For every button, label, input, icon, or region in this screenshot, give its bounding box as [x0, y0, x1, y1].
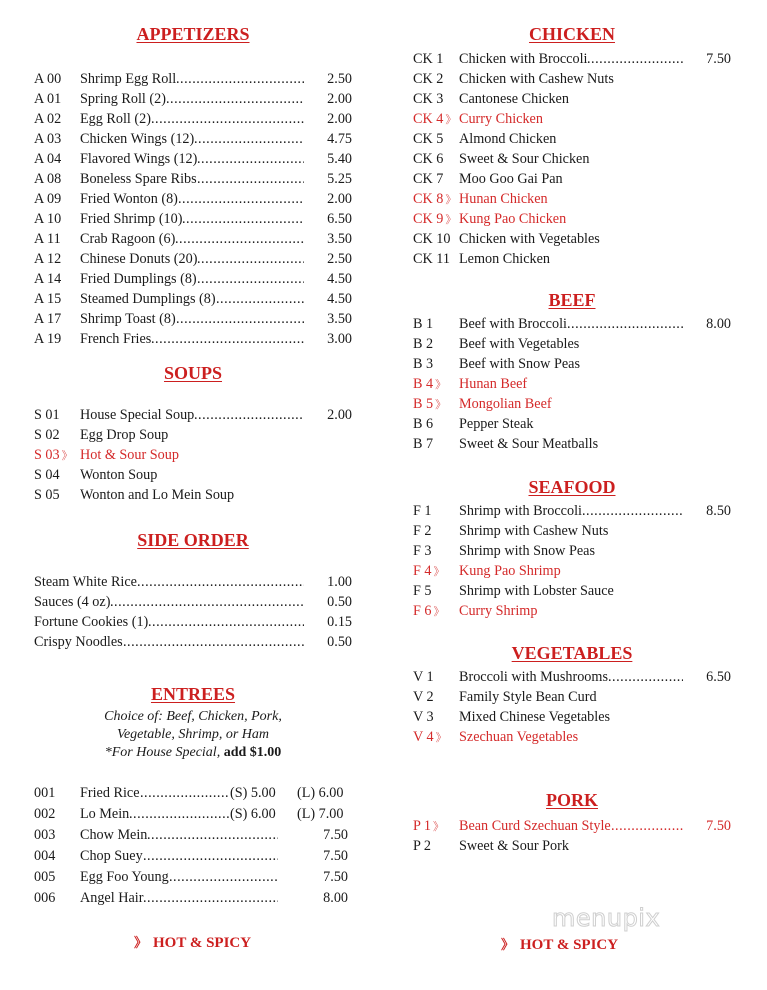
item-code: B 3 [413, 356, 434, 372]
menu-item [34, 169, 352, 189]
item-name: Shrimp with Broccoli [459, 503, 582, 519]
item-code: V 1 [413, 669, 434, 685]
entrees-section [34, 682, 352, 906]
section-title: APPETIZERS [136, 24, 250, 44]
item-code: P 2 [413, 838, 432, 854]
house-special-note [34, 744, 352, 762]
menu-item [34, 825, 352, 845]
item-code: B 6 [413, 416, 434, 432]
menu-item [413, 561, 731, 581]
pork-section [413, 788, 731, 854]
menu-item [413, 601, 731, 621]
menu-item [413, 89, 731, 109]
dot-leader [143, 846, 278, 866]
menu-item [413, 687, 731, 707]
dot-leader [175, 229, 304, 249]
section-title: VEGETABLES [511, 643, 633, 663]
menu-item [34, 888, 352, 908]
menu-item [34, 309, 352, 329]
item-code: A 15 [34, 291, 62, 307]
section-title: SOUPS [163, 363, 223, 383]
menu-item [413, 149, 731, 169]
menu-item [34, 229, 352, 249]
item-price: 7.50 [323, 848, 348, 864]
section-title: CHICKEN [528, 24, 615, 44]
item-code: V 2 [413, 689, 434, 705]
item-code: S 01 [34, 407, 60, 423]
pepper-icon: 》 [445, 194, 457, 206]
item-code: A 12 [34, 251, 62, 267]
pepper-icon: 》 [435, 399, 447, 411]
menu-item [413, 816, 731, 836]
item-name: Cantonese Chicken [459, 91, 569, 107]
item-code: CK 2 [413, 71, 444, 87]
item-name: House Special Soup [80, 407, 195, 423]
menu-item [413, 109, 731, 129]
menupix-watermark: menupix [552, 904, 661, 932]
pepper-icon: 》 [134, 935, 148, 950]
item-name: Chow Mein [80, 827, 148, 843]
item-name: Crab Ragoon (6) [80, 231, 176, 247]
menu-item [34, 445, 352, 465]
item-code: CK 3 [413, 91, 444, 107]
item-code: A 04 [34, 151, 62, 167]
hot-spicy-legend [132, 932, 251, 952]
dot-leader [197, 249, 304, 269]
item-name: Wonton and Lo Mein Soup [80, 487, 235, 503]
item-name: Egg Foo Young [80, 869, 169, 885]
dot-leader [182, 209, 304, 229]
item-code: 005 [34, 869, 56, 885]
dot-leader [567, 314, 683, 334]
menu-item [34, 129, 352, 149]
item-code: F 2 [413, 523, 432, 539]
section-title: BEEF [548, 290, 596, 310]
item-code: B 4 》 [413, 376, 447, 392]
item-name: Bean Curd Szechuan Style [459, 818, 611, 834]
item-price: 0.50 [327, 594, 352, 610]
menu-item [413, 49, 731, 69]
item-code: CK 1 [413, 51, 444, 67]
dot-leader [194, 405, 304, 425]
item-name: Beef with Snow Peas [459, 356, 580, 372]
item-code: A 00 [34, 71, 62, 87]
item-price: 8.00 [323, 890, 348, 906]
menu-item [413, 209, 731, 229]
item-price: 7.50 [323, 869, 348, 885]
item-name: Beef with Vegetables [459, 336, 580, 352]
hot-spicy-label: HOT & SPICY [153, 935, 252, 951]
pepper-icon: 》 [435, 732, 447, 744]
item-name: Chicken with Cashew Nuts [459, 71, 614, 87]
menu-item [34, 846, 352, 866]
menu-item [34, 632, 352, 652]
item-code: A 08 [34, 171, 62, 187]
item-name: Szechuan Vegetables [459, 729, 579, 745]
item-code: A 14 [34, 271, 62, 287]
item-code: CK 6 [413, 151, 444, 167]
item-name: Sweet & Sour Pork [459, 838, 569, 854]
menu-item [413, 374, 731, 394]
dot-leader [587, 49, 683, 69]
dot-leader [611, 816, 683, 836]
item-code: B 7 [413, 436, 434, 452]
menu-item [413, 394, 731, 414]
house-special-price: add $1.00 [223, 745, 282, 760]
hot-spicy-label: HOT & SPICY [520, 937, 619, 953]
item-name: Chicken with Vegetables [459, 231, 600, 247]
item-code: F 3 [413, 543, 432, 559]
item-name: Wonton Soup [80, 467, 158, 483]
item-code: F 6 》 [413, 603, 445, 619]
item-name: Boneless Spare Ribs [80, 171, 197, 187]
menu-item [34, 189, 352, 209]
menu-item [413, 229, 731, 249]
dot-leader [176, 309, 304, 329]
dot-leader [194, 129, 304, 149]
menu-item [34, 485, 352, 505]
item-code: A 09 [34, 191, 62, 207]
dot-leader [608, 667, 683, 687]
small-price: (S) 6.00 [230, 806, 276, 822]
item-name: Mongolian Beef [459, 396, 552, 412]
item-name: Mixed Chinese Vegetables [459, 709, 611, 725]
item-code: B 1 [413, 316, 434, 332]
menu-item [413, 69, 731, 89]
menu-item [413, 189, 731, 209]
dot-leader [151, 329, 304, 349]
item-code: 002 [34, 806, 56, 822]
item-name: Fried Rice [80, 785, 140, 801]
menu-item [413, 541, 731, 561]
dot-leader [110, 592, 304, 612]
item-code: A 02 [34, 111, 62, 127]
dot-leader [123, 632, 304, 652]
item-code: 001 [34, 785, 56, 801]
item-code: S 04 [34, 467, 60, 483]
dot-leader [176, 69, 304, 89]
item-price: 7.50 [706, 51, 731, 67]
item-name: Chinese Donuts (20) [80, 251, 198, 267]
dot-leader [147, 825, 278, 845]
item-price: 7.50 [323, 827, 348, 843]
item-code: A 17 [34, 311, 62, 327]
pepper-icon: 》 [433, 821, 445, 833]
pepper-icon: 》 [435, 379, 447, 391]
item-name: Shrimp Toast (8) [80, 311, 176, 327]
hot-spicy-legend [499, 934, 618, 954]
item-name: French Fries [80, 331, 152, 347]
item-name: Shrimp Egg Roll [80, 71, 177, 87]
item-code: A 01 [34, 91, 62, 107]
item-name: Egg Roll (2) [80, 111, 151, 127]
item-name: Angel Hair [80, 890, 144, 906]
menu-item [34, 612, 352, 632]
item-price: 3.50 [327, 231, 352, 247]
dot-leader [151, 109, 304, 129]
item-price: 4.75 [327, 131, 352, 147]
item-code: CK 9 》 [413, 211, 457, 227]
item-code: 006 [34, 890, 56, 906]
menu-item [34, 249, 352, 269]
item-name: Spring Roll (2) [80, 91, 166, 107]
item-code: F 1 [413, 503, 432, 519]
item-name: Chop Suey [80, 848, 143, 864]
item-name: Hunan Chicken [459, 191, 548, 207]
menu-item [34, 425, 352, 445]
item-price: 2.50 [327, 251, 352, 267]
menu-item [34, 592, 352, 612]
seafood-section [413, 475, 731, 619]
item-code: V 3 [413, 709, 434, 725]
pepper-icon: 》 [445, 114, 457, 126]
menu-item [34, 209, 352, 229]
item-name: Steamed Dumplings (8) [80, 291, 216, 307]
item-name: Broccoli with Mushrooms [459, 669, 608, 685]
item-price: 0.15 [327, 614, 352, 630]
item-price: 4.50 [327, 291, 352, 307]
item-name: Curry Shrimp [459, 603, 538, 619]
menu-item [34, 867, 352, 887]
item-code: F 4 》 [413, 563, 445, 579]
section-title: SIDE ORDER [137, 530, 249, 550]
large-price: (L) 6.00 [297, 785, 344, 801]
dot-leader [169, 867, 278, 887]
item-name: Fried Dumplings (8) [80, 271, 197, 287]
menu-item [34, 89, 352, 109]
menu-item [34, 465, 352, 485]
item-name: Flavored Wings (12) [80, 151, 198, 167]
item-price: 2.00 [327, 91, 352, 107]
dot-leader [143, 888, 278, 908]
menu-item [34, 405, 352, 425]
soups-section [34, 361, 352, 503]
dot-leader [582, 501, 683, 521]
pepper-icon: 》 [501, 937, 515, 952]
appetizers-section [34, 22, 352, 347]
chicken-section [413, 22, 731, 267]
item-price: 2.00 [327, 111, 352, 127]
menu-item [34, 269, 352, 289]
item-name: Egg Drop Soup [80, 427, 169, 443]
item-price: 7.50 [706, 818, 731, 834]
item-name: Pepper Steak [459, 416, 534, 432]
pepper-icon: 》 [445, 214, 457, 226]
dot-leader [216, 289, 304, 309]
item-price: 3.00 [327, 331, 352, 347]
dot-leader [197, 269, 304, 289]
item-code: B 2 [413, 336, 434, 352]
menu-item [413, 414, 731, 434]
item-price: 5.40 [327, 151, 352, 167]
pepper-icon: 》 [433, 566, 445, 578]
menu-item [413, 727, 731, 747]
item-code: CK 10 [413, 231, 451, 247]
menu-item [413, 501, 731, 521]
item-code: F 5 [413, 583, 432, 599]
side-order-section [34, 528, 352, 650]
item-code: A 03 [34, 131, 62, 147]
item-price: 2.00 [327, 191, 352, 207]
menu-item [34, 804, 352, 824]
item-code: 003 [34, 827, 56, 843]
item-code: CK 11 [413, 251, 450, 267]
item-price: 6.50 [706, 669, 731, 685]
item-code: B 5 》 [413, 396, 447, 412]
item-name: Shrimp with Cashew Nuts [459, 523, 609, 539]
item-name: Shrimp with Lobster Sauce [459, 583, 614, 599]
menu-item [413, 169, 731, 189]
item-name: Moo Goo Gai Pan [459, 171, 563, 187]
large-price: (L) 7.00 [297, 806, 344, 822]
entree-choice-line: Vegetable, Shrimp, or Ham [116, 727, 270, 742]
item-price: 2.00 [327, 407, 352, 423]
section-title: ENTREES [150, 684, 236, 704]
item-code: A 19 [34, 331, 62, 347]
item-price: 8.00 [706, 316, 731, 332]
dot-leader [140, 783, 229, 803]
dot-leader [148, 612, 304, 632]
item-code: 004 [34, 848, 56, 864]
item-code: S 05 [34, 487, 60, 503]
dot-leader [178, 189, 304, 209]
menu-item [413, 129, 731, 149]
item-code: CK 8 》 [413, 191, 457, 207]
menu-item [413, 581, 731, 601]
menu-item [413, 667, 731, 687]
pepper-icon: 》 [433, 606, 445, 618]
item-price: 8.50 [706, 503, 731, 519]
entree-choice-line: Choice of: Beef, Chicken, Pork, [104, 709, 282, 724]
section-title: SEAFOOD [528, 477, 616, 497]
item-code: V 4 》 [413, 729, 447, 745]
item-name: Chicken Wings (12) [80, 131, 195, 147]
menu-item [34, 572, 352, 592]
item-name: Steam White Rice [34, 574, 137, 590]
item-code: CK 7 [413, 171, 444, 187]
item-name: Fried Wonton (8) [80, 191, 178, 207]
item-name: Fortune Cookies (1) [34, 614, 149, 630]
dot-leader [137, 572, 304, 592]
item-name: Family Style Bean Curd [459, 689, 597, 705]
item-name: Hot & Sour Soup [80, 447, 179, 463]
item-name: Sweet & Sour Meatballs [459, 436, 599, 452]
item-name: Curry Chicken [459, 111, 543, 127]
menu-item [413, 314, 731, 334]
dot-leader [197, 149, 304, 169]
item-name: Beef with Broccoli [459, 316, 567, 332]
item-price: 2.50 [327, 71, 352, 87]
menu-item [413, 707, 731, 727]
item-price: 3.50 [327, 311, 352, 327]
menu-item [413, 521, 731, 541]
menu-item [34, 69, 352, 89]
item-name: Almond Chicken [459, 131, 557, 147]
item-price: 6.50 [327, 211, 352, 227]
vegetables-section [413, 641, 731, 745]
section-title: PORK [546, 790, 598, 810]
dot-leader [166, 89, 304, 109]
menu-item [413, 434, 731, 454]
menu-item [34, 149, 352, 169]
item-name: Shrimp with Snow Peas [459, 543, 595, 559]
item-name: Kung Pao Chicken [459, 211, 567, 227]
item-name: Hunan Beef [459, 376, 528, 392]
item-price: 1.00 [327, 574, 352, 590]
small-price: (S) 5.00 [230, 785, 276, 801]
pepper-icon: 》 [61, 450, 73, 462]
item-price: 4.50 [327, 271, 352, 287]
menu-item [34, 109, 352, 129]
menu-item [34, 289, 352, 309]
item-name: Chicken with Broccoli [459, 51, 588, 67]
menu-item [413, 836, 731, 856]
item-name: Crispy Noodles [34, 634, 123, 650]
item-price: 0.50 [327, 634, 352, 650]
beef-section [413, 288, 731, 452]
menu-item [34, 329, 352, 349]
item-code: A 11 [34, 231, 61, 247]
item-name: Lo Mein [80, 806, 130, 822]
dot-leader [197, 169, 304, 189]
menu-item [34, 783, 352, 803]
menu-item [413, 334, 731, 354]
house-special-label: *For House Special, [104, 745, 221, 760]
item-price: 5.25 [327, 171, 352, 187]
item-code: S 02 [34, 427, 60, 443]
item-code: S 03 》 [34, 447, 73, 463]
item-code: CK 5 [413, 131, 444, 147]
item-name: Lemon Chicken [459, 251, 551, 267]
item-name: Sauces (4 oz) [34, 594, 111, 610]
item-name: Sweet & Sour Chicken [459, 151, 590, 167]
menu-item [413, 249, 731, 269]
item-code: P 1 》 [413, 818, 445, 834]
item-name: Fried Shrimp (10) [80, 211, 183, 227]
item-code: CK 4 》 [413, 111, 457, 127]
menu-item [413, 354, 731, 374]
item-name: Kung Pao Shrimp [459, 563, 561, 579]
item-code: A 10 [34, 211, 62, 227]
dot-leader [129, 804, 229, 824]
